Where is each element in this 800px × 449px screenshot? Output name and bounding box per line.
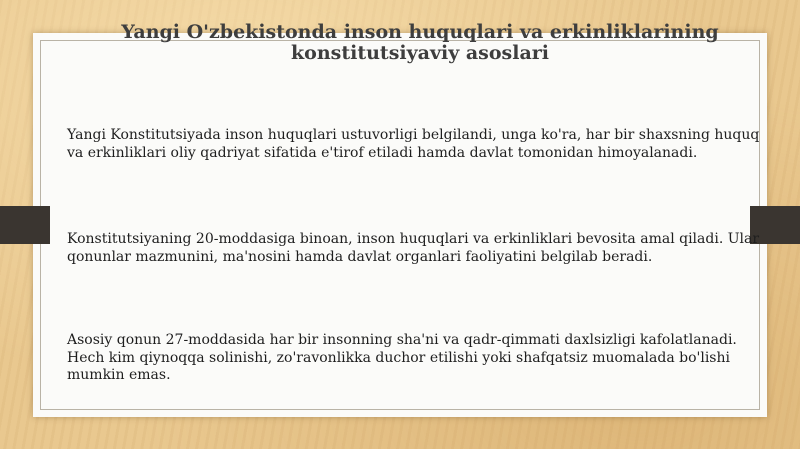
paragraph-human-rights-priority: Yangi Konstitutsiyada inson huquqlari ustuvorligi belgilandi, unga ko'ra, har bir shaxsning huquq va erkinliklari oliy qadriyat sifatida e'tirof etiladi hamda davlat tomonidan himoyalanadi. [67, 127, 760, 161]
slide-title [0, 22, 800, 64]
slide-title-line-2: konstitutsiyaviy asoslari [290, 42, 550, 64]
slide-title-line-1: Yangi O'zbekistonda inson huquqlari va erkinliklarining [121, 21, 719, 43]
paragraph-article-27: Asosiy qonun 27-moddasida har bir insonning sha'ni va qadr-qimmati daxlsizligi kafolatlanadi. Hech kim qiynoqqa solinishi, zo'ravonlikka duchor etilishi yoki shafqatsiz muomalada bo'lishi mumkin emas. [67, 332, 737, 383]
left-decorative-tab [0, 206, 50, 244]
paragraph-article-20: Konstitutsiyaning 20-moddasiga binoan, inson huquqlari va erkinliklari bevosita amal qiladi. Ular qonunlar mazmunini, ma'nosini hamda davlat organlari faoliyatini belgilab beradi. [67, 231, 760, 265]
